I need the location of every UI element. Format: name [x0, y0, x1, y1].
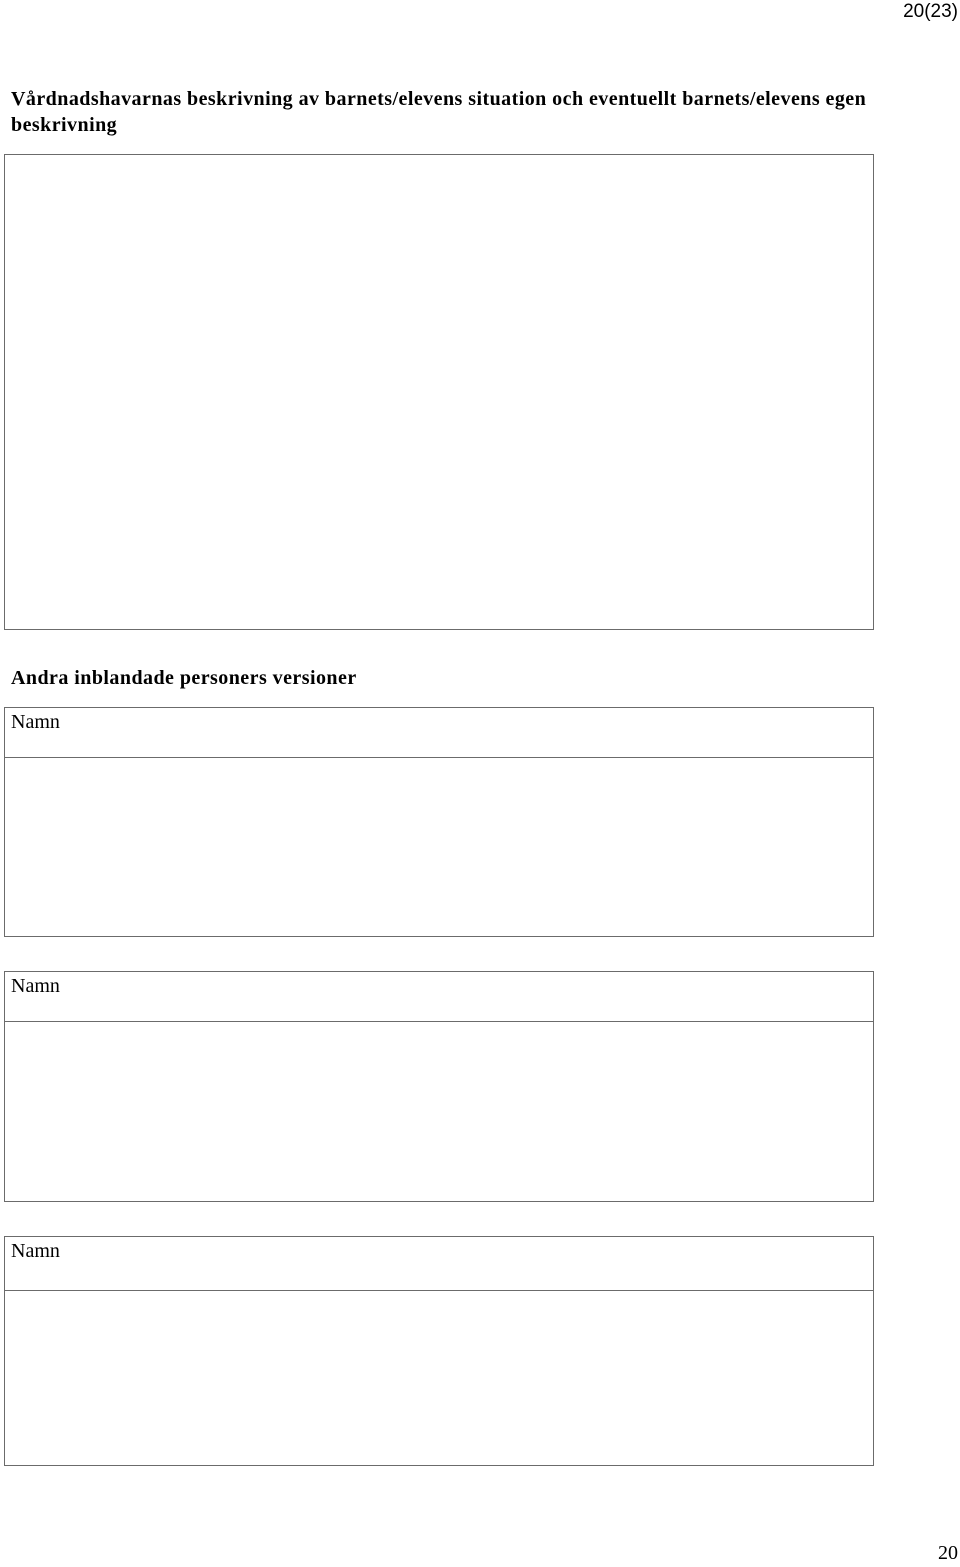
- other-persons-versions-heading: Andra inblandade personers versioner: [11, 667, 357, 689]
- version-text-field[interactable]: [4, 758, 874, 937]
- name-field[interactable]: [4, 1236, 874, 1291]
- name-label: Namn: [11, 975, 60, 997]
- name-field[interactable]: [4, 707, 874, 758]
- page-number: 20: [938, 1542, 958, 1564]
- version-text-field[interactable]: [4, 1291, 874, 1466]
- name-field[interactable]: [4, 971, 874, 1022]
- version-text-field[interactable]: [4, 1022, 874, 1202]
- guardians-description-field[interactable]: [4, 154, 874, 630]
- name-label: Namn: [11, 711, 60, 733]
- name-label: Namn: [11, 1240, 60, 1262]
- guardians-description-heading: Vårdnadshavarnas beskrivning av barnets/elevens situation och eventuellt barnets/elevens egen beskrivning: [11, 88, 867, 136]
- page-reference: 20(23): [903, 1, 958, 22]
